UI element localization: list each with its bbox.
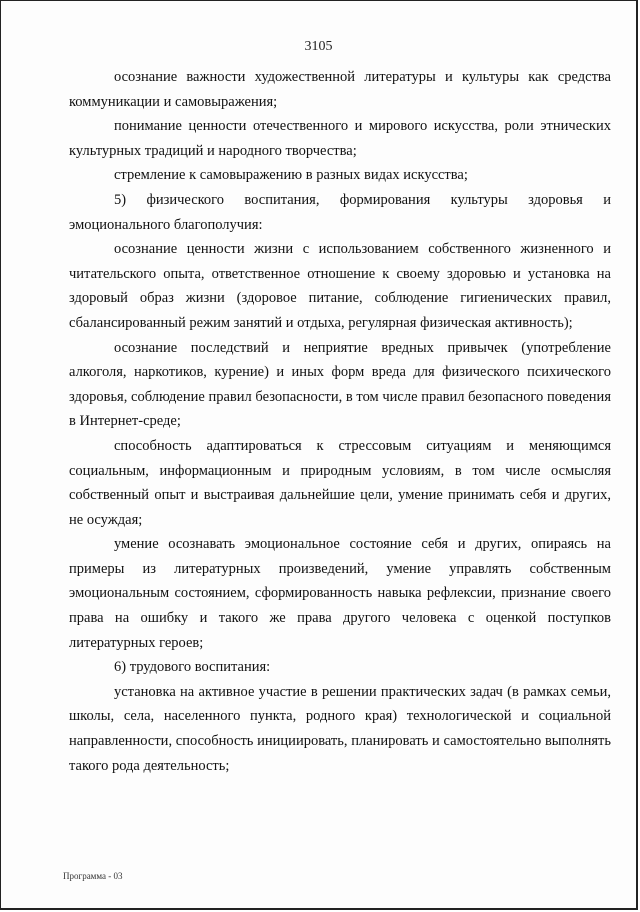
paragraph: осознание важности художественной литературы и культуры как средства коммуникации и самовыражения;: [69, 69, 611, 110]
section-heading-labor-education: 6) трудового воспитания:: [114, 659, 271, 676]
document-body: [69, 65, 611, 778]
page-number: 3105: [304, 39, 333, 54]
paragraph: стремление к самовыражению в разных видах искусства;: [114, 167, 468, 184]
section-heading-physical-education: 5) физического воспитания, формирования культуры здоровья и эмоционального благополучия:: [69, 191, 611, 233]
paragraph: способность адаптироваться к стрессовым ситуациям и меняющимся социальным, информационным и природным условиям, в том числе осмысляя собственный опыт и выстраивая дальнейшие цели, умение принимать себя и других, не осуждая;: [69, 437, 611, 528]
paragraph: понимание ценности отечественного и мирового искусства, роли этнических культурных традиций и народного творчества;: [69, 118, 611, 159]
footer-program-label: Программа - 03: [63, 871, 123, 881]
paragraph: установка на активное участие в решении практических задач (в рамках семьи, школы, села, населенного пункта, родного края) технологической и социальной направленности, способность инициировать, планировать и самостоятельно выполнять такого рода деятельность;: [69, 683, 611, 774]
paragraph: осознание ценности жизни с использованием собственного жизненного и читательского опыта, ответственное отношение к своему здоровью и установка на здоровый образ жизни (здоровое питание, соблюдение гигиенических правил, сбалансированный режим занятий и отдыха, регулярная физическая активность);: [69, 241, 611, 331]
paragraph: умение осознавать эмоциональное состояние себя и других, опираясь на примеры из литературных произведений, умение управлять собственным эмоциональным состоянием, сформированность навыка рефлексии, признание своего права на ошибку и такого же права другого человека с оценкой поступков литературных героев;: [69, 536, 611, 651]
paragraph: осознание последствий и неприятие вредных привычек (употребление алкоголя, наркотиков, курение) и иных форм вреда для физического психического здоровья, соблюдение правил безопасности, в том числе правил безопасного поведения в Интернет-среде;: [69, 339, 611, 430]
